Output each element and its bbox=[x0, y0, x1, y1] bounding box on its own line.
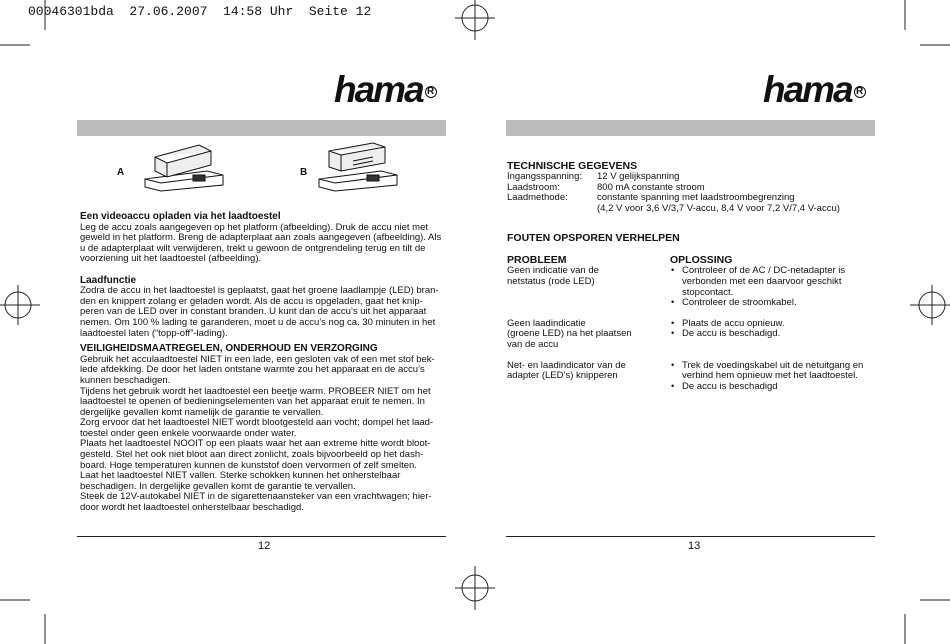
tech-row bbox=[507, 172, 877, 183]
print-header: 00046301bda 27.06.2007 14:58 Uhr Seite 12 bbox=[28, 4, 372, 19]
page-number-left: 12 bbox=[258, 540, 271, 552]
tech-value: 800 mA constante stroom bbox=[597, 181, 705, 193]
body-line: toestel onder geen enkele voorwaarde onder water. bbox=[80, 427, 297, 439]
body-line: kunnen beschadigen. bbox=[80, 374, 171, 386]
charger-illustration-a bbox=[137, 137, 227, 192]
body-line: Gebruik het acculaadtoestel NIET in een lade, een gesloten vak of een met stof bek- bbox=[80, 353, 435, 365]
figure-label-b: B bbox=[300, 167, 308, 178]
header-bar-left bbox=[77, 120, 446, 136]
charger-illustration-b bbox=[313, 137, 403, 192]
section-title-charging-function: Laadfunctie bbox=[80, 274, 137, 286]
body-line: door wordt het laadtoestel onherstelbaar beschadigd. bbox=[80, 502, 304, 514]
body-line: Zodra de accu in het laadtoestel is geplaatst, gaat het groene laadlampje (LED) bran- bbox=[80, 285, 439, 297]
body-line: Laat het laadtoestel NIET vallen. Sterke schokken kunnen het onherstelbaar bbox=[80, 470, 401, 482]
body-line: geweld in het platform. Breng de adapterplaat aan zoals aangegeven (afbeelding). Als bbox=[80, 232, 442, 244]
footer-rule-left bbox=[77, 536, 446, 537]
trouble-row bbox=[507, 319, 877, 351]
section-title-troubleshooting: FOUTEN OPSPOREN VERHELPEN bbox=[507, 232, 680, 245]
tech-label: Laadmethode: bbox=[507, 192, 568, 204]
body-line: Plaats het laadtoestel NOOIT op een plaats waar het aan extreme hitte wordt bloot- bbox=[80, 438, 431, 450]
hama-logo-left: hama R bbox=[334, 71, 437, 108]
solution-list bbox=[670, 266, 872, 308]
body-line: lede afdekking. De door het laden ontstane warmte zou het apparaat en de accu’s bbox=[80, 364, 425, 376]
right-page-content bbox=[507, 160, 877, 392]
solution-item: • Controleer of de AC / DC-netadapter is verbonden met een daarvoor geschikt stopcontact. bbox=[682, 266, 872, 298]
header-bar-right bbox=[506, 120, 875, 136]
page-number-right: 13 bbox=[688, 540, 701, 552]
solution-list bbox=[670, 361, 872, 393]
tech-label bbox=[507, 204, 597, 215]
body-line: den en knippert zolang er geladen wordt. Als de accu is opgeladen, gaat het knip- bbox=[80, 295, 423, 307]
body-line: laadtoestel te openen of bedieningselementen van het apparaat eruit te nemen. In bbox=[80, 396, 425, 408]
problem-cell: Geen laadindicatie (groene LED) na het plaatsen van de accu bbox=[507, 317, 632, 350]
problem-cell: Geen indicatie van de netstatus (rode LED) bbox=[507, 265, 599, 287]
left-page-content bbox=[80, 212, 452, 514]
body-line: u de adapterplaat wilt verwijderen, trekt u gewoon de ontgrendeling terug en tilt de bbox=[80, 242, 426, 254]
body-line: board. Hoge temperaturen kunnen de kunststof doen vervormen of zelf smelten. bbox=[80, 459, 417, 471]
solution-item: • Plaats de accu opnieuw. bbox=[682, 319, 872, 330]
tech-label: Laadstroom: bbox=[507, 181, 560, 193]
trouble-row bbox=[507, 361, 877, 393]
section-title-charging: Een videoaccu opladen via het laadtoestel bbox=[80, 211, 281, 222]
tech-value: (4,2 V voor 3,6 V/3,7 V-accu, 8,4 V voor 7,2 V/7,4 V-accu) bbox=[597, 202, 840, 214]
tech-label: Ingangsspanning: bbox=[507, 171, 583, 182]
body-line: nemen. Om 100 % lading te garanderen, moet u de accu’s nog ca. 30 minuten in het bbox=[80, 316, 436, 328]
body-line: beschadigen. In dergelijke gevallen komt de garantie te vervallen. bbox=[80, 480, 356, 492]
body-line: peren van de LED over in constant branden. U kunt dan de accu’s uit het apparaat bbox=[80, 306, 427, 318]
body-line: Steek de 12V-autokabel NIET in de sigarettenaansteker van een vrachtwagen; hier- bbox=[80, 491, 432, 503]
solution-item: • Controleer de stroomkabel. bbox=[682, 298, 872, 309]
hama-logo-right: hama R bbox=[763, 71, 866, 108]
footer-rule-right bbox=[506, 536, 875, 537]
solution-item: • Trek de voedingskabel uit de netuitgang en verbind hem opnieuw met het laadtoestel. bbox=[682, 361, 872, 382]
body-line: Tijdens het gebruik wordt het laadtoestel een beetje warm. PROBEER NIET om het bbox=[80, 385, 431, 397]
column-header-solution: OPLOSSING bbox=[670, 254, 733, 267]
figure-label-a: A bbox=[117, 167, 125, 178]
tech-value: 12 V gelijkspanning bbox=[597, 171, 680, 182]
body-line: Leg de accu zoals aangegeven op het platform (afbeelding). Druk de accu niet met bbox=[80, 221, 429, 233]
tech-row bbox=[507, 204, 877, 215]
solution-item: • De accu is beschadigd bbox=[682, 382, 872, 393]
section-title-safety: VEILIGHEIDSMAATREGELEN, ONDERHOUD EN VERZORGING bbox=[80, 343, 378, 355]
body-line: laadtoestel laten (“topp-off”-lading). bbox=[80, 327, 228, 339]
column-header-problem: PROBLEEM bbox=[507, 254, 567, 267]
solution-item: • De accu is beschadigd. bbox=[682, 329, 872, 340]
body-line: Zorg ervoor dat het laadtoestel NIET wordt blootgesteld aan vocht; dompel het laad- bbox=[80, 417, 434, 429]
problem-cell: Net- en laadindicator van de adapter (LED’s) knipperen bbox=[507, 359, 626, 382]
tech-spec-table bbox=[507, 172, 877, 214]
body-line: gesteld. Stel het ook niet bloot aan direct zonlicht, zoals bijvoorbeeld op het dash- bbox=[80, 449, 424, 461]
section-title-tech: TECHNISCHE GEGEVENS bbox=[507, 160, 638, 172]
body-line: voorziening uit het laadtoestel (afbeelding). bbox=[80, 253, 262, 265]
trouble-row bbox=[507, 266, 877, 308]
tech-value: constante spanning met laadstroombegrenzing bbox=[597, 192, 795, 204]
solution-list bbox=[670, 319, 872, 351]
body-line: dergelijke gevallen komt namelijk de garantie te vervallen. bbox=[80, 406, 324, 418]
